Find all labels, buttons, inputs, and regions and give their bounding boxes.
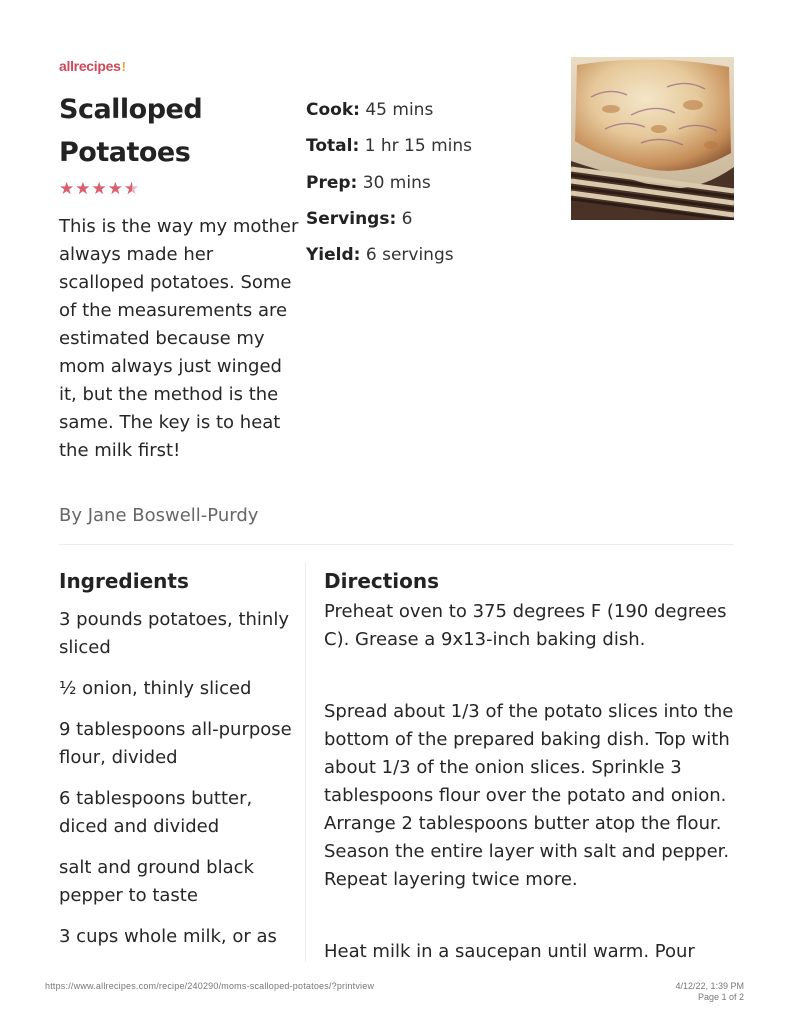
meta-value: 6	[401, 208, 413, 229]
ingredients-list	[59, 606, 299, 964]
scalloped-potatoes-image	[571, 57, 734, 220]
recipe-title: Scalloped Potatoes	[59, 94, 203, 168]
spoon-icon: !	[121, 59, 126, 74]
meta-label: Prep:	[306, 172, 358, 193]
section-divider	[59, 544, 734, 545]
ingredient-item: 6 tablespoons butter, diced and divided	[59, 788, 253, 837]
page-number: Page 1 of 2	[697, 992, 744, 1002]
logo-text: allrecipes	[59, 58, 121, 74]
direction-step: Spread about 1/3 of the potato slices into the bottom of the prepared baking dish. Top with about 1/3 of the onion slices. Sprinkle 3 tablespoons flour over the potato and onion. Arrange 2 tablespoons butter atop the flour. Season the entire layer with salt and pepper. Repeat layering twice more.	[324, 701, 734, 890]
direction-step: Preheat oven to 375 degrees F (190 degrees C). Grease a 9x13-inch baking dish.	[324, 601, 727, 650]
directions-heading: Directions	[324, 569, 440, 593]
star-icon: ★	[59, 179, 76, 199]
meta-value: 30 mins	[362, 172, 431, 193]
meta-value: 6 servings	[365, 245, 454, 266]
footer-print-info	[675, 981, 744, 1003]
ingredient-item: salt and ground black pepper to taste	[59, 857, 254, 906]
directions-list	[324, 598, 739, 1010]
meta-label: Yield:	[306, 245, 361, 266]
ingredient-item: 3 cups whole milk, or as	[59, 926, 277, 947]
meta-cook	[306, 92, 546, 128]
allrecipes-logo	[59, 58, 126, 74]
meta-prep	[306, 165, 546, 201]
recipe-meta	[306, 92, 546, 273]
print-date: 4/12/22, 1:39 PM	[675, 981, 744, 991]
column-divider	[305, 562, 306, 962]
direction-step: Heat milk in a saucepan until warm. Pour	[324, 941, 695, 962]
recipe-author: By Jane Boswell-Purdy	[59, 505, 259, 526]
star-icon: ★	[75, 179, 92, 199]
ingredients-heading: Ingredients	[59, 569, 189, 593]
meta-label: Cook:	[306, 100, 360, 120]
ingredient-item: 9 tablespoons all-purpose flour, divided	[59, 719, 292, 768]
recipe-summary: This is the way my mother always made her scalloped potatoes. Some of the measurements are estimated because my mom always just winged it, but the method is the same. The key is to heat the milk first!	[59, 216, 299, 461]
half-star-icon: ★ ★	[124, 178, 140, 200]
meta-value: 45 mins	[365, 100, 434, 120]
rating-stars	[59, 178, 140, 200]
star-icon: ★	[91, 179, 108, 199]
meta-value: 1 hr 15 mins	[364, 136, 472, 157]
meta-total	[306, 128, 546, 164]
meta-label: Servings:	[306, 208, 397, 229]
recipe-photo	[571, 57, 734, 220]
meta-yield	[306, 237, 546, 273]
meta-servings	[306, 201, 546, 237]
ingredient-item: 3 pounds potatoes, thinly sliced	[59, 609, 289, 658]
ingredient-item: ½ onion, thinly sliced	[59, 678, 252, 699]
star-icon: ★	[107, 179, 124, 199]
footer-url: https://www.allrecipes.com/recipe/240290/moms-scalloped-potatoes/?printview	[45, 981, 375, 991]
meta-label: Total:	[306, 136, 360, 157]
